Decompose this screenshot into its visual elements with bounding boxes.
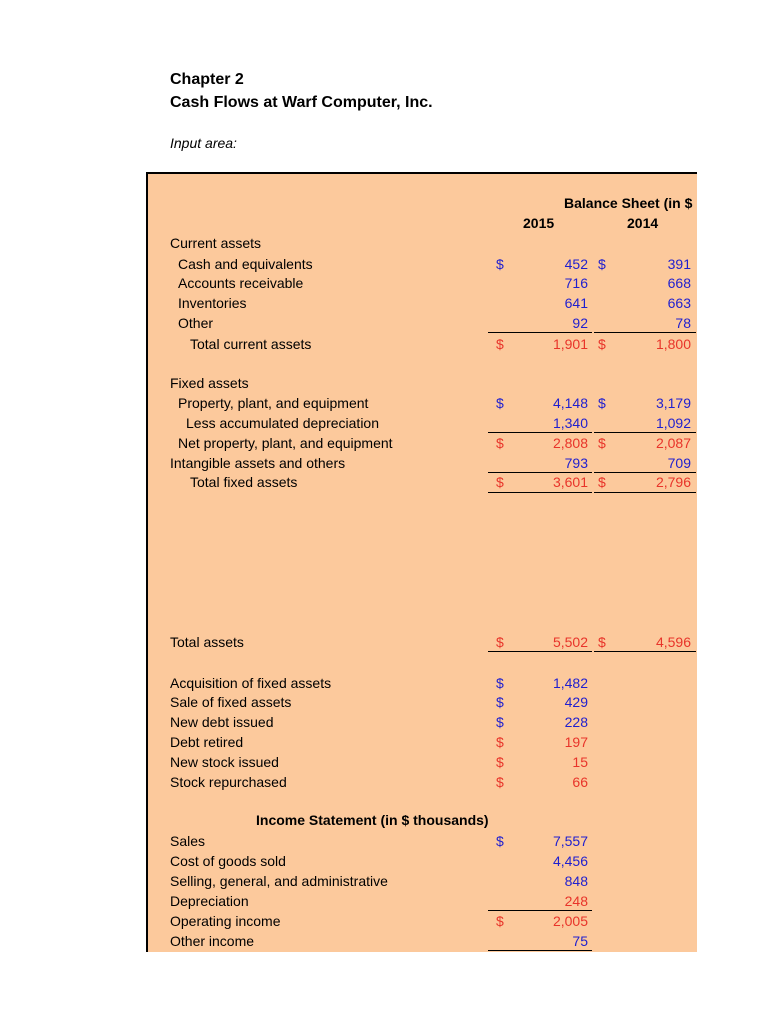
cell-value[interactable]: 668 bbox=[667, 275, 691, 291]
cell-value[interactable]: 4,456 bbox=[552, 853, 588, 869]
currency-symbol: $ bbox=[496, 435, 504, 451]
sum-rule bbox=[488, 910, 592, 911]
cell-value[interactable]: 641 bbox=[564, 295, 588, 311]
cell-value[interactable]: 15 bbox=[572, 754, 588, 770]
cell-value[interactable]: 197 bbox=[564, 734, 588, 750]
balance-sheet-title: Balance Sheet (in $ bbox=[564, 195, 693, 211]
cell-value[interactable]: 228 bbox=[564, 714, 588, 730]
cell-value[interactable]: 1,901 bbox=[552, 336, 588, 352]
cell-value[interactable]: 75 bbox=[572, 933, 588, 949]
cell-value[interactable]: 2,796 bbox=[655, 474, 691, 490]
row-label: Property, plant, and equipment bbox=[178, 395, 369, 411]
cell-value[interactable]: 5,502 bbox=[552, 634, 588, 650]
cell-value[interactable]: 1,092 bbox=[655, 415, 691, 431]
row-label: Accounts receivable bbox=[178, 275, 304, 291]
sum-rule bbox=[594, 332, 696, 333]
currency-symbol: $ bbox=[496, 474, 504, 490]
cell-value[interactable]: 7,557 bbox=[552, 833, 588, 849]
currency-symbol: $ bbox=[496, 913, 504, 929]
sum-rule bbox=[488, 432, 592, 433]
row-label: Debt retired bbox=[170, 734, 244, 750]
income-statement-title: Income Statement (in $ thousands) bbox=[256, 812, 489, 828]
sum-rule bbox=[594, 432, 696, 433]
row-label: Net property, plant, and equipment bbox=[178, 435, 393, 451]
cell-value[interactable]: 2,005 bbox=[552, 913, 588, 929]
currency-symbol: $ bbox=[496, 675, 504, 691]
row-label: Inventories bbox=[178, 295, 247, 311]
row-label: Less accumulated depreciation bbox=[186, 415, 380, 431]
cell-value[interactable]: 3,179 bbox=[655, 395, 691, 411]
row-label: Cost of goods sold bbox=[170, 853, 286, 869]
currency-symbol: $ bbox=[496, 754, 504, 770]
currency-symbol: $ bbox=[598, 336, 606, 352]
fixed-assets-heading: Fixed assets bbox=[170, 375, 249, 391]
cell-value[interactable]: 78 bbox=[675, 315, 691, 331]
currency-symbol: $ bbox=[496, 714, 504, 730]
input-area-label: Input area: bbox=[170, 135, 237, 151]
cell-value[interactable]: 848 bbox=[564, 873, 588, 889]
cell-value[interactable]: 452 bbox=[564, 256, 588, 272]
cell-value[interactable]: 4,596 bbox=[655, 634, 691, 650]
cell-value[interactable]: 663 bbox=[667, 295, 691, 311]
cell-value[interactable]: 66 bbox=[572, 774, 588, 790]
row-label: Stock repurchased bbox=[170, 774, 287, 790]
sum-rule bbox=[594, 492, 696, 493]
row-label: Selling, general, and administrative bbox=[170, 873, 388, 889]
sum-rule bbox=[488, 492, 592, 493]
cell-value[interactable]: 2,808 bbox=[552, 435, 588, 451]
currency-symbol: $ bbox=[496, 336, 504, 352]
row-label: Depreciation bbox=[170, 893, 249, 909]
row-label: Other income bbox=[170, 933, 255, 949]
sum-rule bbox=[594, 651, 696, 652]
cell-value[interactable]: 248 bbox=[564, 893, 588, 909]
currency-symbol: $ bbox=[496, 833, 504, 849]
currency-symbol: $ bbox=[598, 395, 606, 411]
row-label: New stock issued bbox=[170, 754, 279, 770]
row-label: Operating income bbox=[170, 913, 281, 929]
currency-symbol: $ bbox=[598, 634, 606, 650]
cell-value[interactable]: 709 bbox=[667, 455, 691, 471]
currency-symbol: $ bbox=[496, 634, 504, 650]
sum-rule bbox=[488, 651, 592, 652]
row-label: Intangible assets and others bbox=[170, 455, 346, 471]
cell-value[interactable]: 1,340 bbox=[552, 415, 588, 431]
row-label: Total fixed assets bbox=[190, 474, 298, 490]
row-label: Total current assets bbox=[190, 336, 312, 352]
cell-value[interactable]: 716 bbox=[564, 275, 588, 291]
currency-symbol: $ bbox=[598, 474, 606, 490]
row-label: New debt issued bbox=[170, 714, 274, 730]
sum-rule bbox=[488, 332, 592, 333]
currency-symbol: $ bbox=[598, 435, 606, 451]
currency-symbol: $ bbox=[598, 256, 606, 272]
currency-symbol: $ bbox=[496, 774, 504, 790]
row-label: Other bbox=[178, 315, 214, 331]
sum-rule bbox=[488, 950, 592, 951]
currency-symbol: $ bbox=[496, 256, 504, 272]
cell-value[interactable]: 92 bbox=[572, 315, 588, 331]
chapter-heading: Chapter 2 bbox=[170, 71, 244, 88]
currency-symbol: $ bbox=[496, 734, 504, 750]
document-title: Cash Flows at Warf Computer, Inc. bbox=[170, 94, 433, 111]
current-assets-heading: Current assets bbox=[170, 235, 262, 251]
cell-value[interactable]: 429 bbox=[564, 694, 588, 710]
row-label: Sales bbox=[170, 833, 206, 849]
currency-symbol: $ bbox=[496, 694, 504, 710]
cell-value[interactable]: 391 bbox=[667, 256, 691, 272]
row-label: Sale of fixed assets bbox=[170, 694, 292, 710]
row-label: Cash and equivalents bbox=[178, 256, 313, 272]
cell-value[interactable]: 3,601 bbox=[552, 474, 588, 490]
row-label: Total assets bbox=[170, 634, 244, 650]
row-label: Acquisition of fixed assets bbox=[170, 675, 332, 691]
cell-value[interactable]: 1,482 bbox=[552, 675, 588, 691]
cell-value[interactable]: 4,148 bbox=[552, 395, 588, 411]
currency-symbol: $ bbox=[496, 395, 504, 411]
cell-value[interactable]: 2,087 bbox=[655, 435, 691, 451]
cell-value[interactable]: 1,800 bbox=[655, 336, 691, 352]
year-2014-header: 2014 bbox=[627, 215, 659, 231]
cell-value[interactable]: 793 bbox=[564, 455, 588, 471]
year-2015-header: 2015 bbox=[523, 215, 555, 231]
